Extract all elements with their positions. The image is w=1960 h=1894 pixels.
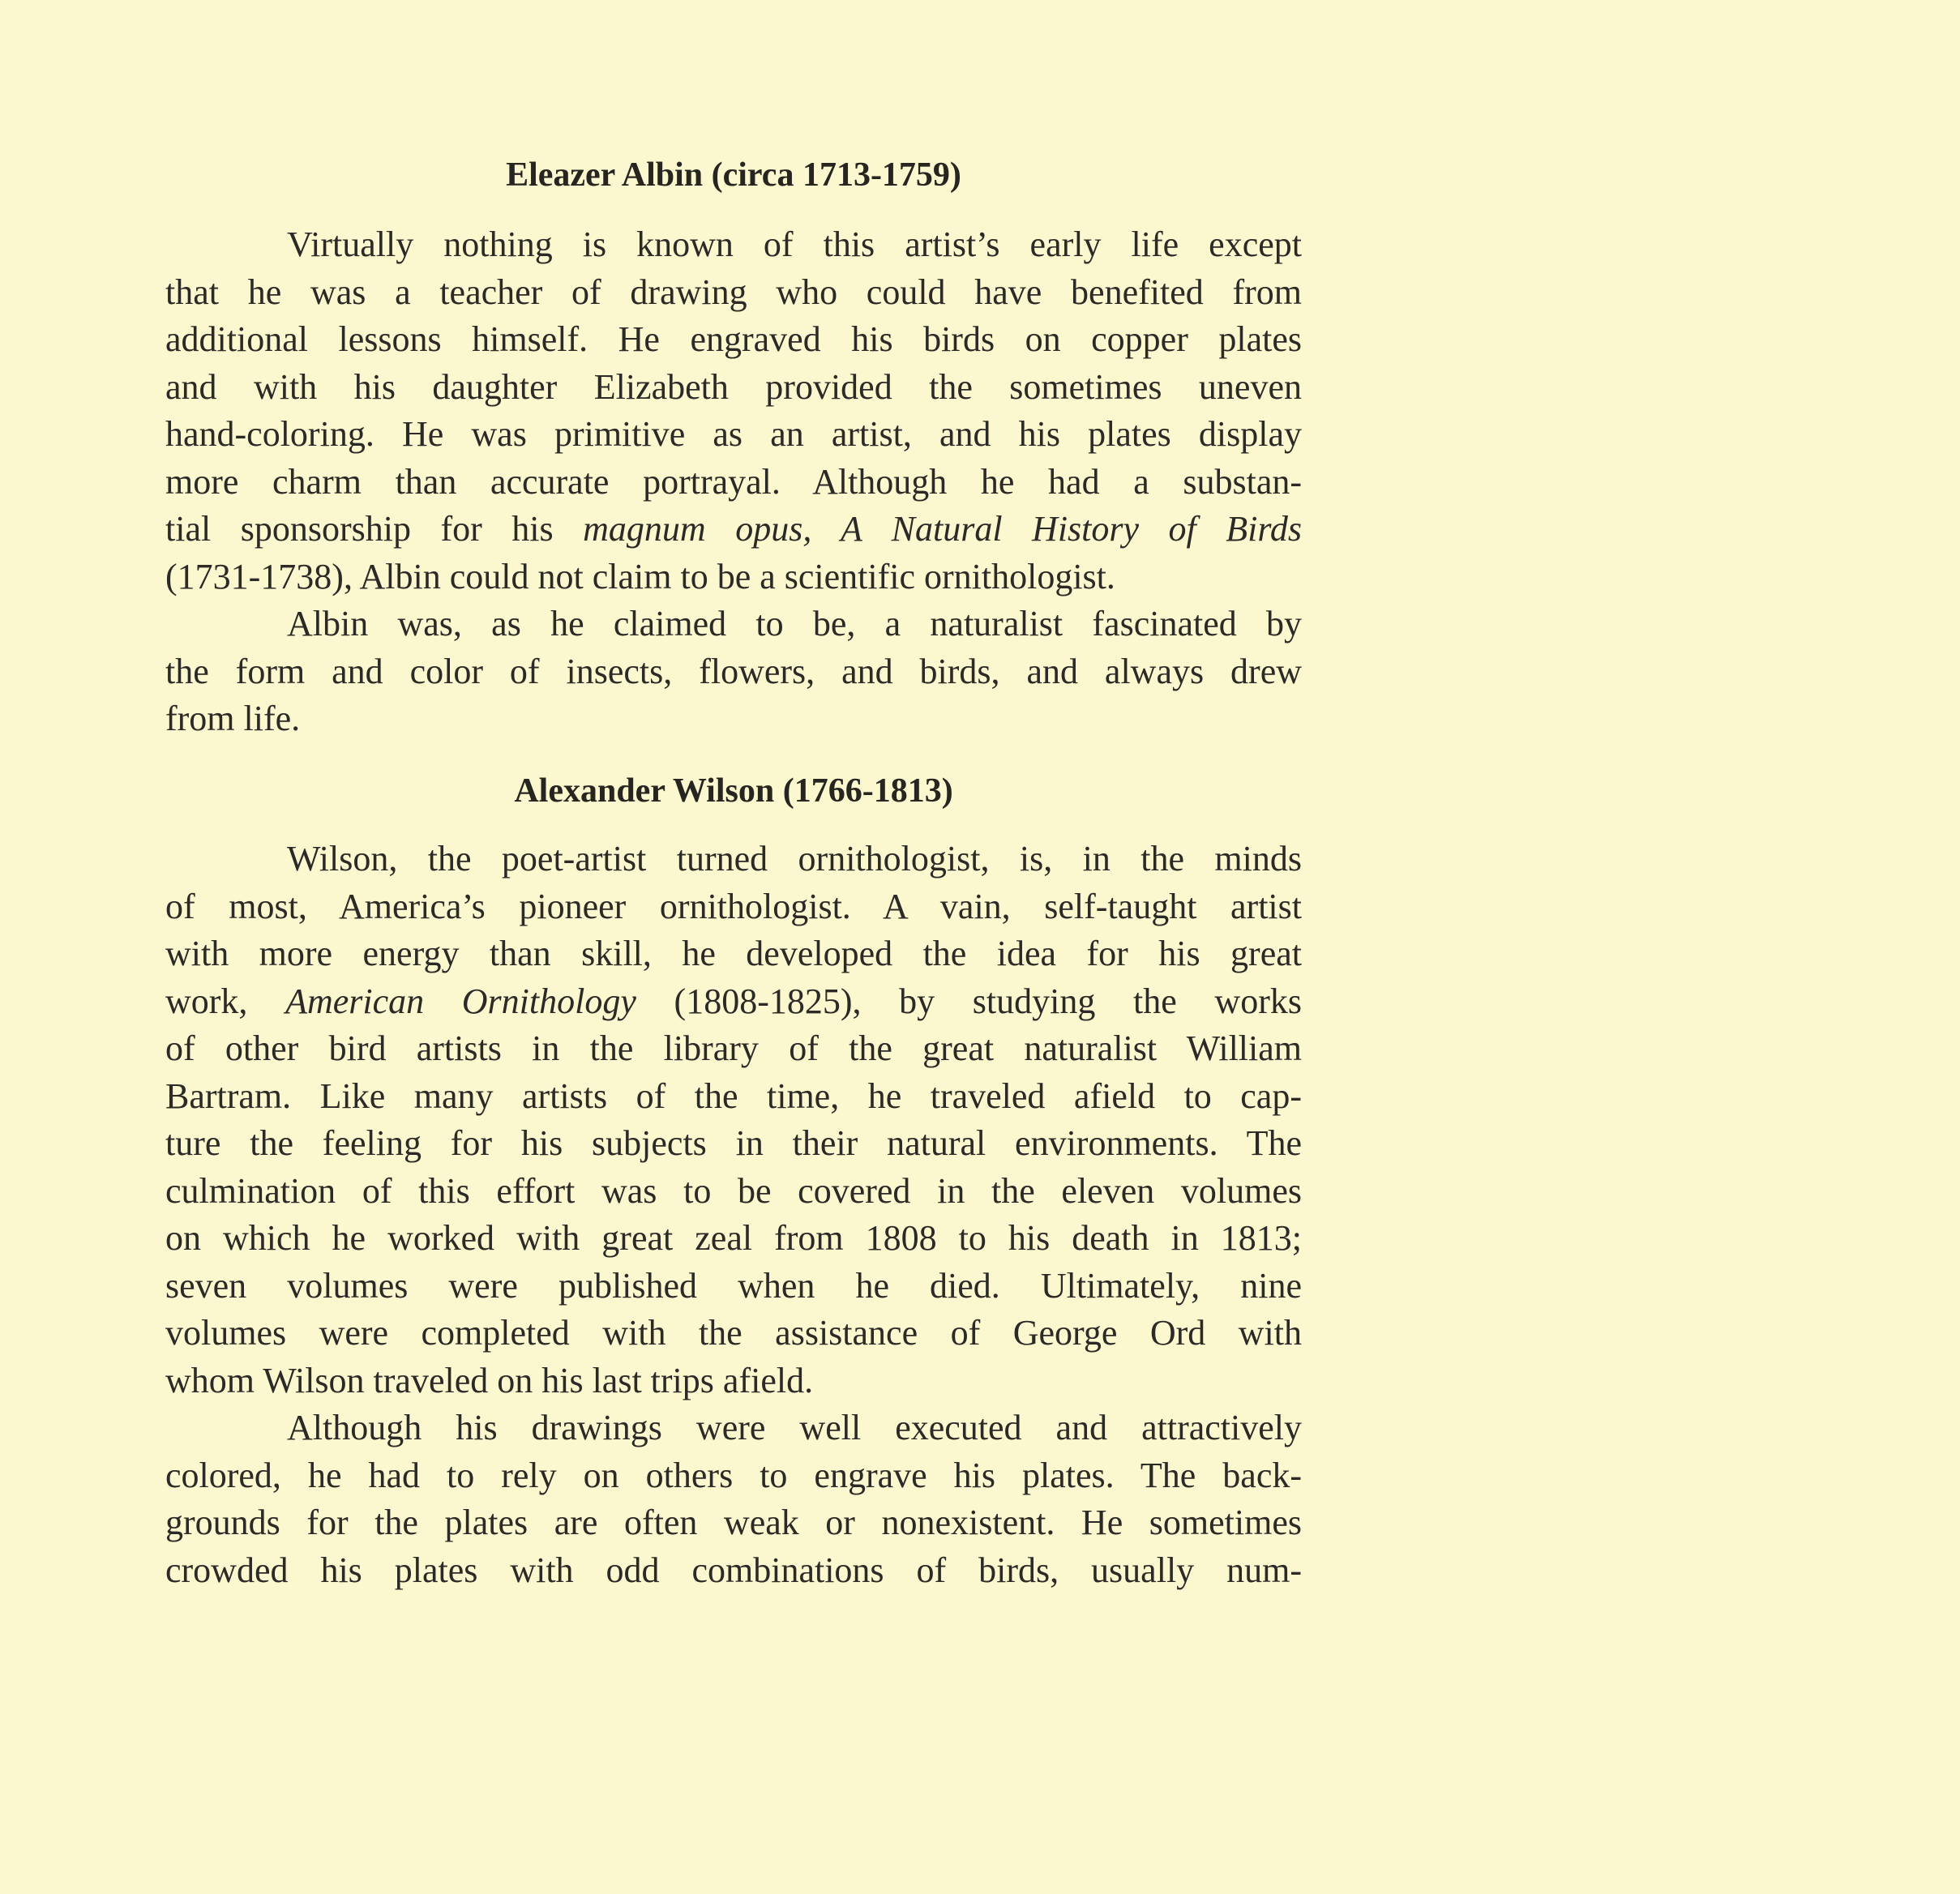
book-title-italic: magnum opus, A Natural History of Birds	[583, 509, 1302, 549]
text-line: more charm than accurate portrayal. Although he had a substan-	[165, 461, 1302, 502]
text-run: tial sponsorship for his	[165, 509, 584, 549]
book-title-italic: American Ornithology	[285, 981, 636, 1021]
text-line: additional lessons himself. He engraved his birds on copper plates	[165, 319, 1302, 359]
text-line: culmination of this effort was to be covered in the eleven volumes	[165, 1170, 1302, 1211]
text-line: Bartram. Like many artists of the time, he traveled afield to cap-	[165, 1075, 1302, 1116]
text-line	[165, 506, 1302, 554]
text-line: the form and color of insects, flowers, and birds, and always drew	[165, 651, 1302, 691]
text-line: with more energy than skill, he developed the idea for his great	[165, 934, 1302, 973]
text-line: ture the feeling for his subjects in their natural environments. The	[165, 1123, 1302, 1163]
text-line: Wilson, the poet-artist turned ornithologist, is, in the minds	[287, 839, 1302, 879]
section-heading-albin: Eleazer Albin (circa 1713-1759)	[506, 156, 961, 194]
text-line: Albin was, as he claimed to be, a naturalist fascinated by	[287, 604, 1302, 643]
text-line: from life.	[165, 699, 301, 738]
text-line	[165, 978, 1302, 1026]
text-run: (1808-1825), by studying the works	[636, 981, 1302, 1021]
text-line: Virtually nothing is known of this artist’s early life except	[287, 224, 1302, 264]
text-line: of other bird artists in the library of the great naturalist William	[165, 1028, 1302, 1068]
section-heading-wilson: Alexander Wilson (1766-1813)	[514, 772, 953, 810]
text-line: volumes were completed with the assistance of George Ord with	[165, 1313, 1302, 1353]
text-line: hand-coloring. He was primitive as an artist, and his plates display	[165, 414, 1302, 454]
text-line: that he was a teacher of drawing who could have benefited from	[165, 271, 1302, 312]
text-line: Although his drawings were well executed and attractively	[287, 1408, 1302, 1447]
text-run: work,	[165, 981, 286, 1021]
text-line: of most, America’s pioneer ornithologist. A vain, self-taught artist	[165, 886, 1302, 926]
text-line: on which he worked with great zeal from 1808 to his death in 1813;	[165, 1218, 1302, 1258]
text-line: colored, he had to rely on others to engrave his plates. The back-	[165, 1455, 1302, 1495]
text-line: crowded his plates with odd combinations of birds, usually num-	[165, 1550, 1302, 1590]
text-line: (1731-1738), Albin could not claim to be a scientific ornithologist.	[165, 556, 1115, 596]
text-line: seven volumes were published when he died. Ultimately, nine	[165, 1265, 1302, 1306]
text-line: whom Wilson traveled on his last trips afield.	[165, 1360, 814, 1400]
text-line: and with his daughter Elizabeth provided the sometimes uneven	[165, 366, 1302, 407]
text-line: grounds for the plates are often weak or nonexistent. He sometimes	[165, 1503, 1302, 1542]
